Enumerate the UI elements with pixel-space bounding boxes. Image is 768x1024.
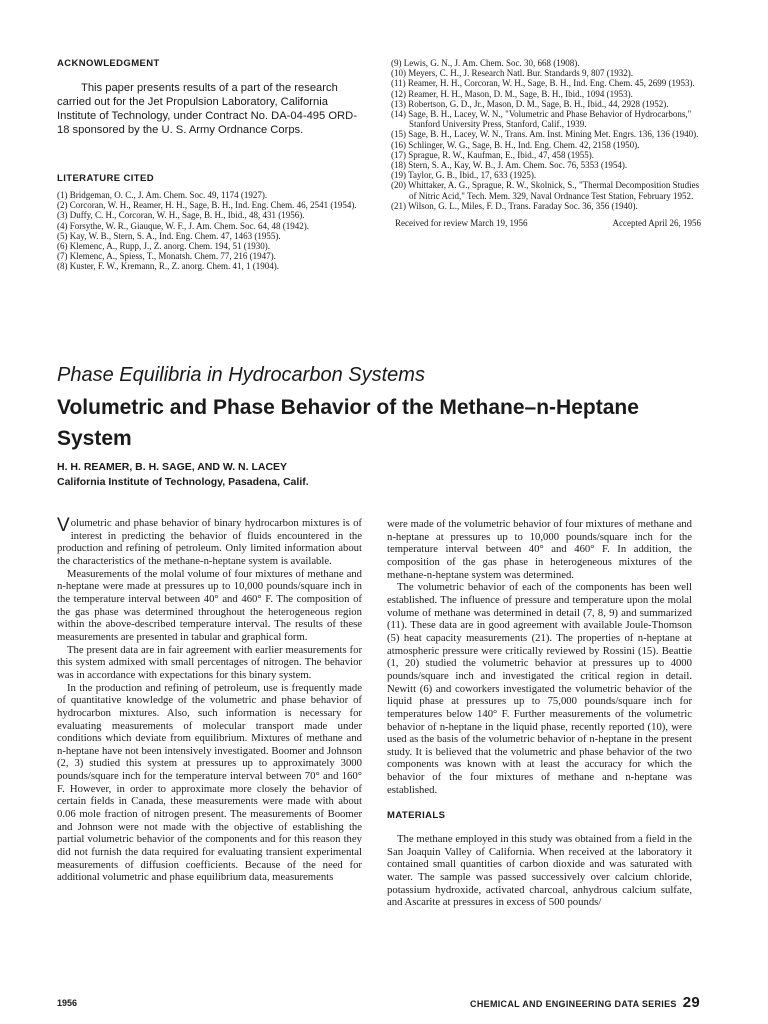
journal-name: CHEMICAL AND ENGINEERING DATA SERIES: [470, 999, 677, 1009]
reference-item: (10) Meyers, C. H., J. Research Natl. Bur. Standards 9, 807 (1932).: [391, 68, 633, 79]
paragraph: The volumetric behavior of each of the components has been well established. The influence of pressure and temperature upon the molal volume of methane was determined in detail (7, 8, 9) and summarized (11). These data are in good agreement with available Joule-Thomson (5) heat capacity measurements (21). The properties of n-heptane at atmospheric pressure were critically reviewed by Rossini (15). Beattie (1, 20) studied the volumetric behavior at pressures up to 4000 pounds/square inch and investigated the critical region in detail. Newitt (6) and coworkers investigated the volumetric behavior of the liquid phase at pressures up to 75,000 pounds/square inch for temperatures below 140° F. Further measurements of the volumetric behavior of n-heptane in the liquid phase, recently reported (10), were used as the basis of the volumetric behavior of n-heptane in the present study. It is believed that the volumetric and phase behavior of the two components was known with at least the accuracy for which the behavior of the four mixtures of methane and n-heptane was established.: [387, 581, 692, 796]
reference-item: (18) Stern, S. A., Kay, W. B., J. Am. Chem. Soc. 76, 5353 (1954).: [391, 160, 628, 171]
author-block: [57, 460, 309, 490]
reference-item: (6) Klemenc, A., Rupp, J., Z. anorg. Chem. 194, 51 (1930).: [57, 241, 271, 252]
footer-journal: [470, 994, 700, 1011]
literature-cited-heading: LITERATURE CITED: [57, 173, 154, 184]
footer-year: 1956: [57, 998, 78, 1008]
author-names: H. H. REAMER, B. H. SAGE, AND W. N. LACEY: [57, 461, 288, 473]
reference-item: (7) Klemenc, A., Spiess, T., Monatsh. Chem. 77, 216 (1947).: [57, 251, 276, 262]
article-title: Volumetric and Phase Behavior of the Methane–n-Heptane System: [57, 396, 639, 450]
right-top-column: [391, 58, 701, 228]
reference-item: (4) Forsythe, W. R., Giauque, W. F., J. Am. Chem. Soc. 64, 48 (1942).: [57, 220, 310, 231]
paragraph: In the production and refining of petroleum, use is frequently made of quantitative knowledge of the volumetric and phase behavior of hydrocarbon mixtures. Also, such information is necessary for evaluating measurements of molecular transport made under conditions which deviate from equilibrium. Mixtures of methane and n-heptane have not been intensively investigated. Boomer and Johnson (2, 3) studied this system at pressures up to approximately 3000 pounds/square inch for the temperature interval between 70° and 160° F. However, in order to approximate more closely the behavior of certain fields in Canada, these measurements were made with about 0.06 mole fraction of nitrogen present. The measurements of Boomer and Johnson were not made with the objective of establishing the partial volumetric behavior of the components and for this reason they did not furnish the data required for evaluating transient experimental measurements of diffusion coefficients. Because of the need for additional volumetric and phase equilibrium data, measurements: [57, 681, 362, 884]
reference-item: (16) Schlinger, W. G., Sage, B. H., Ind. Eng. Chem. 42, 2158 (1950).: [391, 139, 640, 150]
reference-item: (21) Wilson, G. L., Miles, F. D., Trans. Faraday Soc. 36, 356 (1940).: [391, 200, 638, 211]
reference-item: (12) Reamer, H. H., Mason, D. M., Sage, B. H., Ibid., 1094 (1953).: [391, 88, 633, 99]
paragraph: were made of the volumetric behavior of four mixtures of methane and n-heptane at pressures up to 10,000 pounds/square inch for the temperature interval between 40° and 460° F. In addition, the composition of the gas phase in heterogeneous mixtures of the methane-n-heptane system was determined.: [387, 518, 692, 581]
acknowledgment-heading: ACKNOWLEDGMENT: [57, 58, 160, 69]
reference-item: (19) Taylor, G. B., Ibid., 17, 633 (1925).: [391, 170, 537, 181]
page-number: 29: [682, 994, 700, 1011]
left-top-column: [57, 58, 362, 272]
reference-item: (14) Sage, B. H., Lacey, W. N., "Volumetric and Phase Behavior of Hydrocarbons," Stanford University Press, Stanford, Calif., 1939.: [391, 109, 692, 130]
materials-heading: MATERIALS: [387, 810, 446, 822]
review-dates: [391, 218, 701, 228]
reference-item: (15) Sage, B. H., Lacey, W. N., Trans. Am. Inst. Mining Met. Engrs. 136, 136 (1940).: [391, 129, 699, 140]
reference-item: (2) Corcoran, W. H., Reamer, H. H., Sage, B. H., Ind. Eng. Chem. 46, 2541 (1954).: [57, 200, 357, 211]
reference-item: (17) Sprague, R. W., Kaufman, E., Ibid., 47, 458 (1955).: [391, 149, 594, 160]
reference-item: (3) Duffy, C. H., Corcoran, W. H., Sage, B. H., Ibid., 48, 431 (1956).: [57, 210, 305, 221]
body-column-right: [387, 518, 692, 909]
drop-cap: V: [57, 515, 70, 536]
reference-list-right: [391, 58, 701, 211]
acknowledgment-text: This paper presents results of a part of the research carried out for the Jet Propulsion Laboratory, California Institute of Technology, under Contract No. DA-04-495 ORD-18 sponsored by the U. S. Army Ordnance Corps.: [57, 82, 357, 136]
paragraph: Measurements of the molal volume of four mixtures of methane and n-heptane were made at pressures up to 10,000 pounds/square inch in the temperature interval between 40° and 460° F. The composition of the gas phase was determined throughout the heterogeneous region within the above-described temperature interval. The results of these measurements are presented in tabular and graphical form.: [57, 567, 362, 643]
reference-list-left: [57, 190, 362, 272]
reference-item: (9) Lewis, G. N., J. Am. Chem. Soc. 30, 668 (1908).: [391, 58, 580, 68]
series-title: Phase Equilibria in Hydrocarbon Systems: [57, 364, 425, 386]
accepted-date: Accepted April 26, 1956: [612, 218, 701, 229]
received-date: Received for review March 19, 1956: [395, 218, 528, 229]
paragraph: Volumetric and phase behavior of binary hydrocarbon mixtures is of interest in predicting the behavior of fluids encountered in the production and refining of petroleum. Only limited information about the characteristics of the methane-n-heptane system is available.: [57, 515, 362, 567]
reference-item: (20) Whittaker, A. G., Sprague, R. W., Skolnick, S., "Thermal Decomposition Studies of Nitric Acid," Tech. Mem. 329, Naval Ordnance Test Station, February 1952.: [391, 180, 700, 201]
reference-item: (11) Reamer, H. H., Corcoran, W. H., Sage, B. H., Ind. Eng. Chem. 45, 2699 (1953).: [391, 78, 695, 89]
author-affiliation: California Institute of Technology, Pasadena, Calif.: [57, 476, 309, 488]
paragraph: The present data are in fair agreement with earlier measurements for this system admixed with small percentages of nitrogen. The behavior was in accordance with expectations for this binary system.: [57, 643, 362, 681]
paragraph: The methane employed in this study was obtained from a field in the San Joaquin Valley of California. When received at the laboratory it contained small quantities of carbon dioxide and was saturated with water. The sample was passed successively over calcium chloride, potassium hydroxide, activated charcoal, anhydrous calcium sulfate, and Ascarite at pressures in excess of 500 pounds/: [387, 833, 692, 909]
reference-item: (8) Kuster, F. W., Kremann, R., Z. anorg. Chem. 41, 1 (1904).: [57, 261, 279, 272]
reference-item: (5) Kay, W. B., Stern, S. A., Ind. Eng. Chem. 47, 1463 (1955).: [57, 230, 281, 241]
reference-item: (1) Bridgeman, O. C., J. Am. Chem. Soc. 49, 1174 (1927).: [57, 190, 268, 200]
body-column-left: [57, 517, 362, 884]
reference-item: (13) Robertson, G. D., Jr., Mason, D. M., Sage, B. H., Ibid., 44, 2928 (1952).: [391, 98, 669, 109]
